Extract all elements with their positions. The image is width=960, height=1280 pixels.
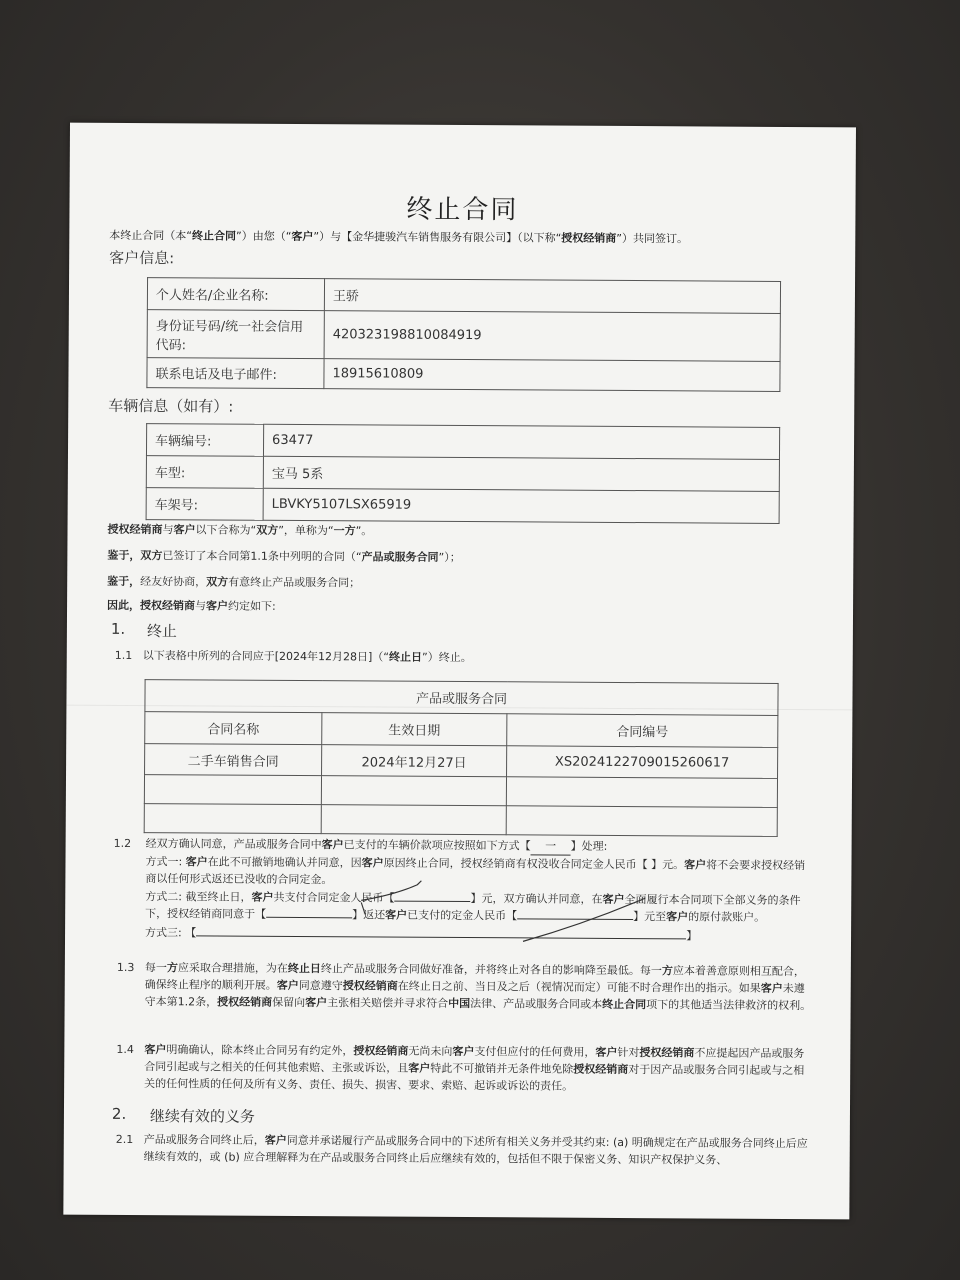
strike-mark bbox=[361, 880, 421, 900]
bold-term: 授权经销商 bbox=[342, 979, 398, 993]
clause-text: 全面履行本合同项下全部义务的条件下，授权经销商同意于【 bbox=[145, 893, 801, 921]
clause-text: ”）； bbox=[438, 550, 461, 564]
section-1-number: 1. bbox=[110, 619, 126, 638]
section-1-title: 终止 bbox=[146, 622, 177, 641]
bold-term: 客户 bbox=[452, 1044, 475, 1059]
field-value: 63477 bbox=[263, 424, 779, 459]
bold-term: 客户 bbox=[185, 855, 208, 869]
bold-term: 双方 bbox=[140, 549, 163, 563]
bold-term: 授权经销商 bbox=[217, 995, 273, 1009]
clause-text: 同意遵守 bbox=[298, 979, 343, 993]
clause-text: 在此不可撤销地确认并同意，因 bbox=[207, 855, 362, 870]
contract-page bbox=[63, 123, 856, 1220]
clause-text: 无尚未向 bbox=[408, 1044, 453, 1058]
intro-bold: 客户 bbox=[291, 229, 314, 244]
clause-text: 特此不可撤销并无条件地免除 bbox=[430, 1061, 574, 1076]
field-label: 车架号: bbox=[146, 488, 263, 521]
table-cell: 二手车销售合同 bbox=[145, 744, 322, 776]
clause-text: 的原付款账户。 bbox=[688, 910, 766, 924]
table-cell: XS2024122709015260617 bbox=[507, 746, 778, 779]
clause-text: 产品或服务合同终止后， bbox=[143, 1133, 265, 1147]
bold-term: 客户 bbox=[305, 996, 328, 1010]
bold-term: 双方 bbox=[256, 523, 279, 537]
bold-term: 客户 bbox=[408, 1061, 431, 1075]
clause-text: 同意并承诺履行产品或服务合同中的下述所有相关义务并受其约束: (a) 明确规定在产品或服务合同终止后应继续有效的，或 (b) 应合理解释为在产品或服务合同终止后应继续有效的，包括但不限于保密义务、知识产权保护义务、 bbox=[143, 1133, 808, 1167]
bold-term: 客户 bbox=[264, 1133, 287, 1147]
bold-term: 因此，授权经销商 bbox=[107, 598, 196, 613]
bold-term: 中国 bbox=[448, 996, 471, 1011]
clause-text: 方式一: bbox=[145, 855, 186, 869]
bold-term: 客户 bbox=[251, 890, 274, 904]
clause-text: 经双方确认同意，产品或服务合同中 bbox=[145, 837, 322, 852]
clause-text: ”，单称为“ bbox=[278, 523, 334, 538]
method-choice-blank: 一 bbox=[531, 837, 571, 855]
clause-text: 以下合称为“ bbox=[195, 523, 257, 537]
bold-term: 方 bbox=[166, 961, 178, 975]
bold-term: 客户 bbox=[361, 856, 384, 870]
field-value: 18915610809 bbox=[324, 359, 780, 392]
bold-term: 终止合同 bbox=[602, 997, 647, 1012]
section-2-title: 继续有效的义务 bbox=[149, 1107, 256, 1126]
intro-text: 本终止合同（本“ bbox=[109, 228, 193, 243]
clause-text: 经友好协商， bbox=[140, 575, 207, 589]
clause-text: 原因终止合同，授权经销商有权没收合同定金人民币【 】元。 bbox=[383, 856, 685, 872]
bold-term: 鉴于， bbox=[107, 548, 141, 563]
column-header: 合同名称 bbox=[145, 712, 322, 745]
field-value: LBVKY5107LSX65919 bbox=[263, 488, 779, 523]
section-2-number: 2. bbox=[111, 1104, 127, 1123]
clause-text: 支付但应付的任何费用， bbox=[474, 1045, 596, 1059]
clause-1-4-number: 1.4 bbox=[116, 1042, 134, 1057]
strike-mark bbox=[523, 897, 645, 942]
field-value: 宝马 5系 bbox=[263, 456, 779, 491]
bold-term: 终止日 bbox=[388, 650, 423, 664]
field-label: 联系电话及电子邮件: bbox=[147, 358, 324, 389]
clause-text: ”）终止。 bbox=[421, 650, 472, 665]
document-title: 终止合同 bbox=[406, 194, 519, 226]
bold-term: 客户 bbox=[666, 910, 689, 924]
clause-text: 终止产品或服务合同做好准备，并将终止对各自的影响降至最低。每一 bbox=[320, 962, 662, 978]
clause-text: 主张相关赔偿并寻求符合 bbox=[327, 996, 449, 1010]
bold-term: 授权经销商 bbox=[639, 1046, 695, 1060]
customer-info-heading: 客户信息: bbox=[109, 248, 175, 268]
bold-term: 客户 bbox=[276, 978, 299, 993]
clause-text: 方式二: 截至终止日， bbox=[145, 890, 252, 904]
clause-text: 未遵守本第1.2条， bbox=[144, 981, 805, 1009]
bold-term: 客户 bbox=[760, 981, 783, 995]
contract-table-caption: 产品或服务合同 bbox=[145, 680, 778, 716]
field-value: 420323198810084919 bbox=[324, 311, 780, 362]
clause-text: 针对 bbox=[617, 1045, 640, 1060]
clause-text: 已签订了本合同第1.1条中列明的合同（“ bbox=[162, 549, 362, 564]
field-label: 车型: bbox=[146, 456, 263, 489]
bold-term: 方 bbox=[661, 964, 673, 978]
clause-text: 已支付的车辆价款项应按照如下方式【 bbox=[343, 838, 531, 853]
clause-1-3 bbox=[145, 959, 813, 1014]
column-header: 生效日期 bbox=[322, 713, 507, 746]
bold-term: 授权经销商 bbox=[353, 1044, 409, 1058]
bold-term: 授权经销商 bbox=[107, 522, 163, 537]
bold-term: 产品或服务合同 bbox=[361, 550, 439, 564]
clause-text: 】元，双方确认并同意，在 bbox=[470, 892, 603, 906]
clause-text: 与 bbox=[195, 599, 207, 613]
clause-1-2-number: 1.2 bbox=[113, 836, 132, 850]
bold-term: 客户 bbox=[602, 892, 625, 907]
clause-1-1-number: 1.1 bbox=[114, 648, 133, 662]
field-label: 个人姓名/企业名称: bbox=[147, 278, 324, 311]
clause-text: 】返还 bbox=[352, 908, 386, 922]
clause-text: 】处理: bbox=[570, 839, 608, 853]
clause-text: 不应提起因产品或服务合同引起或与之相关的任何其他索赔、主张或诉讼，且 bbox=[144, 1046, 805, 1075]
clause-text: 以下表格中所列的合同应于[2024年12月28日]（“ bbox=[142, 649, 390, 664]
clause-text: 将不会要求授权经销商以任何形式返还已没收的合同定金。 bbox=[145, 858, 806, 887]
clause-text: 项下的其他适当法律救济的权利。 bbox=[646, 998, 812, 1013]
field-label: 身份证号码/统一社会信用代码: bbox=[147, 310, 324, 359]
bold-term: 客户 bbox=[385, 908, 408, 922]
clause-text: 有意终止产品或服务合同； bbox=[228, 575, 361, 590]
field-label: 车辆编号: bbox=[146, 424, 263, 457]
bold-term: 一方 bbox=[333, 524, 356, 538]
clause-text: 与 bbox=[162, 523, 174, 537]
intro-bold: 授权经销商 bbox=[561, 231, 617, 245]
clause-text: 】 bbox=[686, 929, 698, 943]
vehicle-info-heading: 车辆信息（如有）: bbox=[108, 396, 234, 416]
clause-2-1 bbox=[144, 1131, 812, 1169]
bold-term: 客户 bbox=[144, 1043, 167, 1057]
clause-text: 明确确认，除本终止合同另有约定外， bbox=[166, 1043, 354, 1058]
clause-1-4 bbox=[144, 1041, 812, 1096]
intro-text: ”）共同签订。 bbox=[616, 231, 689, 246]
clause-text: 】元至 bbox=[633, 910, 667, 924]
bold-term: 客户 bbox=[206, 599, 229, 613]
bold-term: 客户 bbox=[595, 1045, 618, 1059]
intro-text: ”）与【金华捷骏汽车销售服务有限公司】（以下称“ bbox=[313, 230, 562, 245]
bold-term: 鉴于， bbox=[107, 574, 141, 589]
bold-term: 授权经销商 bbox=[573, 1062, 629, 1077]
clause-text: 应采取合理措施，为在 bbox=[177, 961, 288, 975]
bold-term: 双方 bbox=[206, 575, 229, 589]
clause-text: 法律、产品或服务合同或本 bbox=[470, 997, 603, 1011]
clause-text: 每一 bbox=[144, 961, 167, 975]
bold-term: 客户 bbox=[173, 523, 196, 537]
field-value: 王骄 bbox=[324, 279, 780, 314]
clause-text: 对于因产品或服务合同引起或与之相关的任何性质的任何及所有义务、责任、损失、损害、要求、索赔、起诉或诉讼的责任。 bbox=[144, 1063, 805, 1093]
clause-1-3-number: 1.3 bbox=[116, 960, 135, 975]
clause-text: 保留向 bbox=[272, 995, 306, 1010]
clause-text: 在终止日之前、当日及之后（视情况而定）可能不时合理作出的指示。如果 bbox=[397, 979, 761, 995]
column-header: 合同编号 bbox=[507, 714, 778, 748]
clause-2-1-number: 2.1 bbox=[115, 1132, 134, 1147]
clause-text: 已支付的定金人民币【 bbox=[407, 908, 518, 923]
clause-text: ”。 bbox=[355, 524, 373, 538]
table-cell: 2024年12月27日 bbox=[322, 745, 507, 777]
clause-text: 约定如下: bbox=[228, 599, 276, 613]
intro-text: ”）由您（“ bbox=[235, 229, 292, 243]
strike-mark bbox=[361, 902, 365, 914]
clause-text: 方式三: 【 bbox=[145, 926, 197, 940]
bold-term: 客户 bbox=[321, 838, 344, 852]
bold-term: 客户 bbox=[684, 858, 707, 872]
clause-text: 应本着善意原则相互配合，确保终止程序的顺利开展。 bbox=[144, 964, 805, 992]
intro-bold: 终止合同 bbox=[191, 229, 237, 243]
clause-text: 共支付合同定金人民币【 bbox=[273, 890, 395, 905]
bold-term: 终止日 bbox=[287, 961, 321, 976]
